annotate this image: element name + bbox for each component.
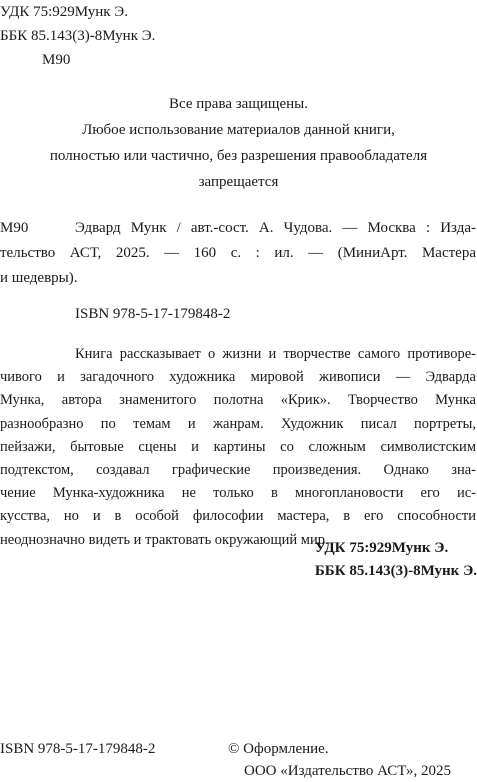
header-classification-codes <box>0 0 155 72</box>
bibliographic-line-1: Эдвард Мунк / авт.-сост. А. Чудова. — Москва : Изда- <box>75 220 476 236</box>
copyright-line-1: © Оформление. <box>228 741 329 757</box>
bottom-classification-codes <box>315 537 477 583</box>
footer-isbn: ISBN 978-5-17-179848-2 <box>0 741 156 757</box>
rights-line-4: запрещается <box>198 174 279 190</box>
rights-line-2: Любое использование материалов данной книги, <box>82 122 395 138</box>
copyright-line-2: ООО «Издательство АСТ», 2025 <box>244 763 451 779</box>
isbn-number: ISBN 978-5-17-179848-2 <box>75 306 231 322</box>
bibliographic-line-2: тельство АСТ, 2025. — 160 с. : ил. — (МиниАрт. Мастера <box>0 245 476 261</box>
header-author-mark: М90 <box>42 52 71 68</box>
abstract-line: чение Мунка-художника не только в многоплановости его ис- <box>0 485 476 502</box>
rights-line-1: Все права защищены. <box>169 96 308 112</box>
header-udk-code: УДК 75:929Мунк Э. <box>0 4 128 20</box>
abstract-line: подтекстом, создавал графические произведения. Однако зна- <box>0 462 476 479</box>
abstract-line: Мунка, автора знаменитого полотна «Крик». Творчество Мунка <box>0 392 476 409</box>
bibliographic-author-mark: М90 <box>0 220 29 236</box>
abstract-line: разнообразно по темам и жанрам. Художник писал портреты, <box>0 415 476 432</box>
book-abstract <box>0 343 476 552</box>
bibliographic-line-3: и шедевры). <box>0 270 78 286</box>
rights-notice <box>0 91 477 195</box>
abstract-line: неоднозначно видеть и трактовать окружающий мир. <box>0 531 329 548</box>
abstract-line: кусства, но и в особой философии мастера, в его способности <box>0 508 476 525</box>
header-bbk-code: ББК 85.143(3)-8Мунк Э. <box>0 28 156 44</box>
abstract-line: пейзажи, бытовые сцены и картины со сложным символистским <box>0 438 476 455</box>
abstract-line: Книга рассказывает о жизни и творчестве самого противоре- <box>75 346 476 362</box>
rights-line-3: полностью или частично, без разрешения правообладателя <box>49 148 428 164</box>
bibliographic-description <box>0 216 476 291</box>
bottom-udk-code: УДК 75:929Мунк Э. <box>314 540 449 556</box>
footer-copyright <box>228 738 451 782</box>
bottom-bbk-code: ББК 85.143(3)-8Мунк Э. <box>314 563 477 579</box>
abstract-line: чивого и загадочного художника мировой живописи — Эдварда <box>0 369 476 386</box>
